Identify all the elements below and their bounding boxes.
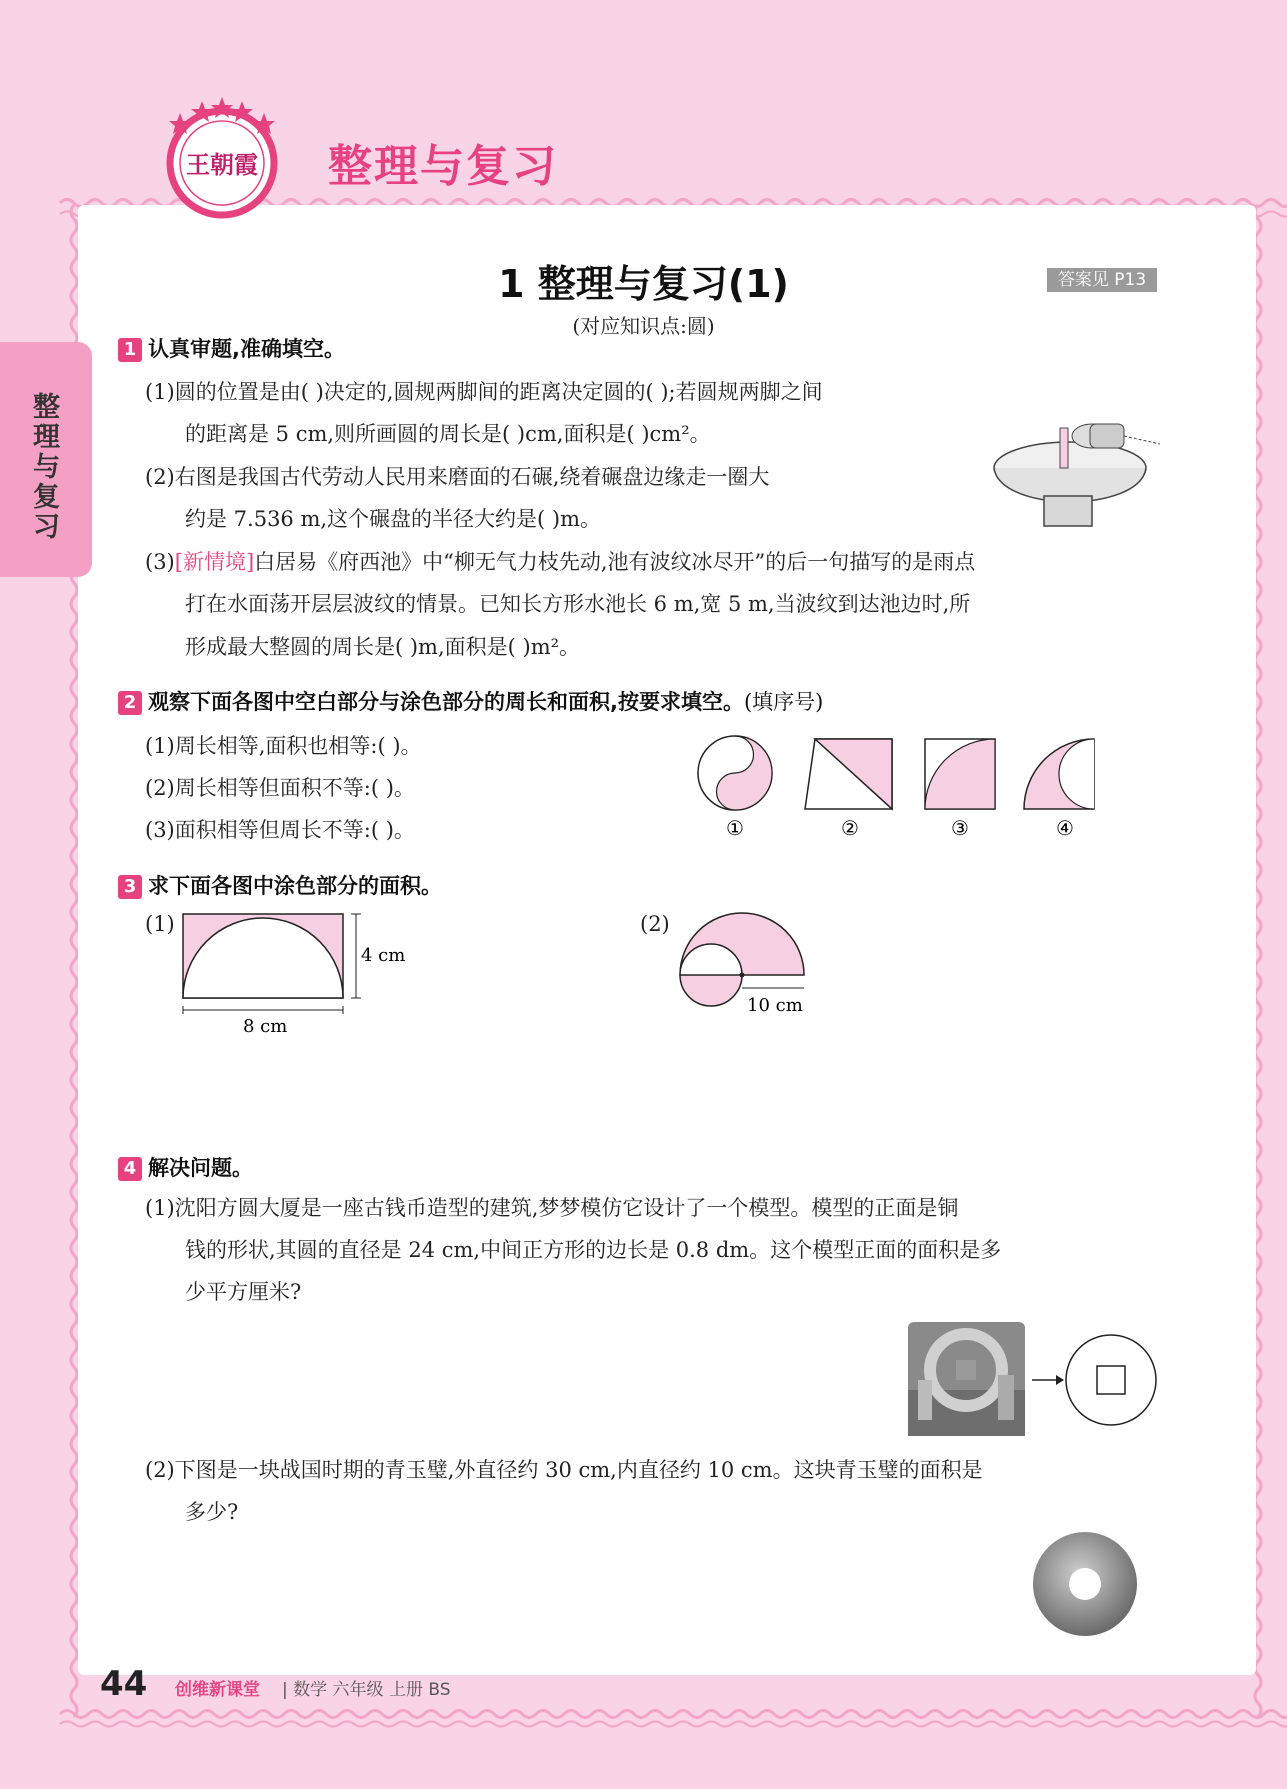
q1-line: 的距离是 5 cm,则所画圆的周长是( )cm,面积是( )cm²。 <box>185 422 711 446</box>
q3-fig1-label: (1) <box>145 912 175 936</box>
q1-line: (1)圆的位置是由( )决定的,圆规两脚间的距离决定圆的( );若圆规两脚之间 <box>145 380 823 404</box>
svg-text:王朝霞: 王朝霞 <box>186 150 258 179</box>
question-3-heading <box>118 870 442 900</box>
question-2-heading <box>118 686 823 716</box>
lesson-title: 1 整理与复习(1) <box>498 262 789 306</box>
wangzhaoxia-logo <box>160 95 285 220</box>
question-2-note: (填序号) <box>743 690 824 714</box>
q1-part-number: (3) <box>145 550 175 574</box>
footer-brand: 创维新课堂 <box>175 1680 260 1700</box>
side-chapter-tab <box>0 342 92 577</box>
q3-figure-1 <box>175 908 406 1037</box>
question-1-heading <box>118 333 345 363</box>
q1-line: 约是 7.536 m,这个碾盘的半径大约是( )m。 <box>185 507 602 531</box>
question-1-title: 认真审题,准确填空。 <box>148 337 345 361</box>
figure-label: ② <box>841 816 859 840</box>
millstone-illustration <box>992 418 1162 533</box>
figure-4-quarter-circle <box>1024 739 1094 809</box>
q4-line: 多少? <box>185 1500 239 1524</box>
figure-label: ① <box>726 816 744 840</box>
q4-line: (2)下图是一块战国时期的青玉璧,外直径约 30 cm,内直径约 10 cm。这块青玉璧的面积是 <box>145 1458 983 1482</box>
figure-label: ④ <box>1056 816 1074 840</box>
q1-line: 打在水面荡开层层波纹的情景。已知长方形水池长 6 m,宽 5 m,当波纹到达池边时,所 <box>185 592 971 616</box>
question-4-heading <box>118 1152 253 1182</box>
page-number: 44 <box>100 1664 148 1704</box>
q2-figures <box>690 735 1110 845</box>
coin-building-illustration <box>908 1320 1163 1440</box>
side-tab-label: 整理与复习 <box>28 392 59 542</box>
question-3-title: 求下面各图中涂色部分的面积。 <box>148 874 442 898</box>
dimension-label: 8 cm <box>243 1016 288 1037</box>
q1-line-3 <box>145 546 975 578</box>
dimension-label: 4 cm <box>361 945 406 966</box>
q3-fig2-label: (2) <box>640 912 670 936</box>
footer-book-info: | 数学 六年级 上册 BS <box>282 1680 451 1700</box>
question-number-badge: 2 <box>118 691 142 715</box>
answer-reference: 答案见 P13 <box>1047 268 1157 292</box>
q1-line: (2)右图是我国古代劳动人民用来磨面的石碾,绕着碾盘边缘走一圈大 <box>145 465 770 489</box>
figure-1-yin-yang <box>698 736 772 810</box>
q1-line: 白居易《府西池》中“柳无气力枝先动,池有波纹冰尽开”的后一句描写的是雨点 <box>254 550 976 574</box>
figure-label: ③ <box>951 816 969 840</box>
figure-3-square-quarter-circle <box>925 739 995 809</box>
question-number-badge: 1 <box>118 338 142 362</box>
q4-line: 少平方厘米? <box>185 1280 302 1304</box>
question-4-title: 解决问题。 <box>148 1156 253 1180</box>
dimension-label: 10 cm <box>747 995 803 1016</box>
question-number-badge: 4 <box>118 1157 142 1181</box>
q2-line: (1)周长相等,面积也相等:( )。 <box>145 734 422 758</box>
q2-line: (3)面积相等但周长不等:( )。 <box>145 818 415 842</box>
question-2-title: 观察下面各图中空白部分与涂色部分的周长和面积,按要求填空。 <box>148 690 744 714</box>
question-number-badge: 3 <box>118 875 142 899</box>
q4-line: (1)沈阳方圆大厦是一座古钱币造型的建筑,梦梦模仿它设计了一个模型。模型的正面是铜 <box>145 1196 959 1220</box>
figure-2-trapezoid <box>805 739 892 809</box>
header-title: 整理与复习 <box>328 141 558 192</box>
q4-line: 钱的形状,其圆的直径是 24 cm,中间正方形的边长是 0.8 dm。这个模型正面的面积是多 <box>185 1238 1002 1262</box>
q3-figure-2 <box>672 908 822 1018</box>
jade-bi-disc-illustration <box>1025 1530 1145 1642</box>
new-context-tag: [新情境] <box>174 550 255 574</box>
q1-line: 形成最大整圆的周长是( )m,面积是( )m²。 <box>185 635 581 659</box>
q2-line: (2)周长相等但面积不等:( )。 <box>145 776 415 800</box>
lesson-subtitle: (对应知识点:圆) <box>572 314 715 338</box>
